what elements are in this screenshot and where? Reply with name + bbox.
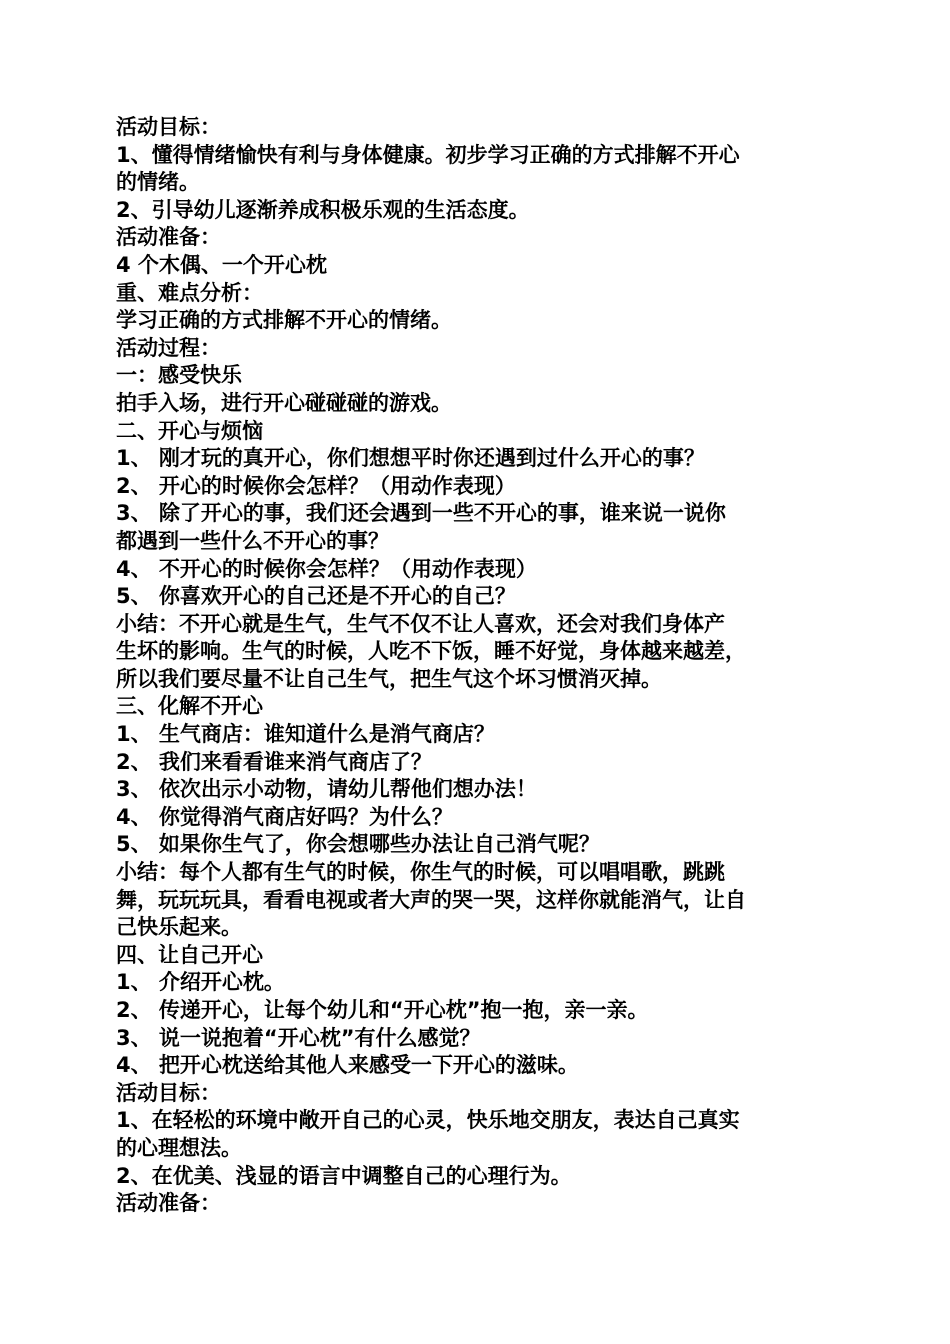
list-item: 1、 刚才玩的真开心，你们想想平时你还遇到过什么开心的事？ xyxy=(116,446,705,471)
subsection-heading-1: 一：感受快乐 xyxy=(116,363,242,388)
subsection-heading-4: 四、让自己开心 xyxy=(116,942,263,967)
list-item: 3、 除了开心的事，我们还会遇到一些不开心的事，谁来说一说你 xyxy=(116,501,726,526)
list-item: 3、 依次出示小动物，请幼儿帮他们想办法！ xyxy=(116,777,537,802)
summary-text: 小结：不开心就是生气，生气不仅不让人喜欢，还会对我们身体产 xyxy=(116,611,725,636)
document-body xyxy=(116,114,836,1218)
goal-item-2: 2、在优美、浅显的语言中调整自己的心理行为。 xyxy=(116,1163,572,1188)
list-item: 1、 介绍开心枕。 xyxy=(116,970,285,995)
section-heading-preparation: 活动准备： xyxy=(116,225,221,250)
goal-item-1: 1、在轻松的环境中敞开自己的心灵，快乐地交朋友，表达自己真实 xyxy=(116,1108,740,1133)
preparation-text: 4 个木偶、一个开心枕 xyxy=(116,252,327,277)
section-heading-process: 活动过程： xyxy=(116,335,221,360)
list-item: 4、 不开心的时候你会怎样？（用动作表现） xyxy=(116,556,537,581)
section-heading-key-points: 重、难点分析： xyxy=(116,280,263,305)
list-item: 4、 你觉得消气商店好吗？为什么？ xyxy=(116,804,453,829)
list-item: 2、 开心的时候你会怎样？（用动作表现） xyxy=(116,473,516,498)
list-item: 5、 你喜欢开心的自己还是不开心的自己？ xyxy=(116,584,516,609)
list-item: 4、 把开心枕送给其他人来感受一下开心的滋味。 xyxy=(116,1053,579,1078)
goal-item-1: 1、懂得情绪愉快有利与身体健康。初步学习正确的方式排解不开心 xyxy=(116,142,740,167)
section-heading-goals-2: 活动目标： xyxy=(116,1080,221,1105)
section-heading-preparation-2: 活动准备： xyxy=(116,1191,221,1216)
list-item-cont: 都遇到一些什么不开心的事？ xyxy=(116,528,389,553)
list-item: 2、 传递开心，让每个幼儿和“开心枕”抱一抱，亲一亲。 xyxy=(116,998,649,1022)
goal-item-2: 2、引导幼儿逐渐养成积极乐观的生活态度。 xyxy=(116,197,530,222)
summary-text-cont: 生坏的影响。生气的时候，人吃不下饭，睡不好觉，身体越来越差， xyxy=(116,639,746,664)
summary-text-cont: 舞，玩玩玩具，看看电视或者大声的哭一哭，这样你就能消气，让自 xyxy=(116,887,746,912)
goal-item-1-cont: 的心理想法。 xyxy=(116,1135,242,1160)
list-item: 2、 我们来看看谁来消气商店了？ xyxy=(116,749,432,774)
list-item: 3、 说一说抱着“开心枕”有什么感觉？ xyxy=(116,1025,481,1050)
subsection-heading-3: 三、化解不开心 xyxy=(116,694,263,719)
summary-text-cont: 所以我们要尽量不让自己生气，把生气这个坏习惯消灭掉。 xyxy=(116,666,662,691)
list-item: 1、 生气商店：谁知道什么是消气商店？ xyxy=(116,722,495,747)
summary-text: 小结：每个人都有生气的时候，你生气的时候，可以唱唱歌，跳跳 xyxy=(116,860,725,885)
key-points-text: 学习正确的方式排解不开心的情绪。 xyxy=(116,308,452,333)
summary-text-cont: 己快乐起来。 xyxy=(116,915,242,940)
goal-item-1-cont: 的情绪。 xyxy=(116,170,200,195)
subsection-1-text: 拍手入场，进行开心碰碰碰的游戏。 xyxy=(116,390,452,415)
subsection-heading-2: 二、开心与烦恼 xyxy=(116,418,263,443)
list-item: 5、 如果你生气了，你会想哪些办法让自己消气呢？ xyxy=(116,832,600,857)
section-heading-goals: 活动目标： xyxy=(116,115,221,139)
